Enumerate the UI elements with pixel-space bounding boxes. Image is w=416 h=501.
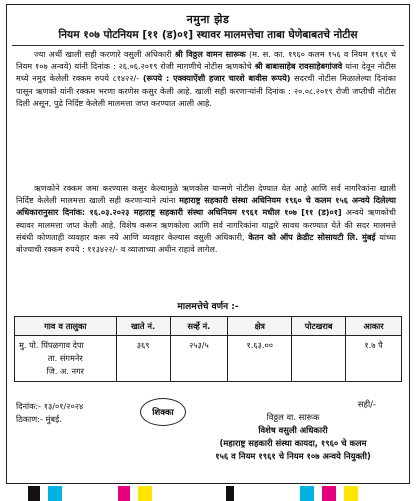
property-description-title: मालमत्तेचे वर्णन :- [177,302,239,312]
society-name: केतन को ऑप क्रेडीट सोसायटी लि. मुंबई [248,231,376,242]
amount-in-words: (रूपये : एक्क्याऐंशी हजार चारशे बावीस रूपये) [142,73,291,84]
footer-date-place [16,400,83,426]
print-color-bar-cyan-2 [300,486,314,501]
cell-area: १.६३.०० [228,336,292,382]
cell-account-no: ३६९ [116,336,170,382]
p2-text-b: अन्वये ऋणकोची स्थावर मालमत्ता जप्त केली आहे. विशेष करून ऋणकोला आणि सर्व नागरिकांना याद्वारे सावध करण्यात येते की सदर मालमत्ते संबंधी कोणताही व्यवहार करू नये आणि व्यवहार केल्यास वसुली अधिकारी, [16,207,397,242]
notice-subtitle: नियम १०७ पोटनियम [११ (ड)०१] स्थावर मालमत्तेचा ताबा घेणेबाबतचे नोटीस [12,28,404,46]
header-potkharab: पोटखराब [292,317,346,336]
notice-form-heading: नमुना झेड [186,13,230,26]
print-color-bar-cyan-1 [48,486,62,501]
officer-name: विठ्ठल वा. सारूक [266,412,320,422]
print-color-bar-black-1 [28,486,40,501]
p1-text-a: ज्या अर्थी खाली सही करणारे वसुली अधिकारी [34,49,175,59]
notice-paragraph-2 [16,182,396,255]
property-table [14,316,402,382]
p1-text-b: (म. स. का. १९६० कलम १५६ व नियम १९६१ चे नियम १०७ अन्वये) यांनी दिनांक : २६.०६.२०१९ रोजी मागणीचे नोटीस ऋणकोचे [16,49,396,72]
authority-line-1: (महाराष्ट्र सहकारी संस्था कायदा, १९६० चे कलम [219,438,367,448]
p1-text-c: यांना देवून नोटीस मध्ये नमुद केलेली रक्कम रुपये ८१४२२/- [16,61,396,84]
cell-potkharab [292,336,346,382]
header-assessment: आकार [346,317,402,336]
signature-block [180,398,406,463]
authority-line-2: १५६ व नियम १९६१ चे नियम १०७ अन्वये नियुक्ती) [215,451,371,461]
notice-place: ठिकाण:- मुंबई. [16,414,62,424]
village-line-1: मु. पो. पिंपळगाव देपा [19,340,84,350]
cell-survey-no: २५३/५ [170,336,228,382]
print-color-bar-magenta-2 [322,486,336,501]
print-color-bar-black-2 [226,486,234,501]
cell-village [15,336,117,382]
header-account-no: खाते नं. [116,317,170,336]
p1-text-d: सदरची नोटीस मिळालेल्या दिनांका पासून ऋणको यांनी रक्कम भरणा करणेस कसुर केली आहे. खाली सही करणाऱ्यांनी दिनांक : २०.०८.२०१९ रोजी जप्तीची नोटीस दिली असून, पुढे निर्दिष्ट केलेली मालमत्ता जप्त करण्यात आली आहे. [16,73,396,108]
header-village: गाव व तालुका [15,317,117,336]
village-line-3: जि. अ. नगर [46,366,85,376]
notice-paragraph-1 [16,48,396,109]
village-line-2: ता. संगमनेर [47,353,83,363]
signature-mark: सही/- [357,399,376,409]
cell-assessment: १.७ पै [346,336,402,382]
print-color-bar-yellow-2 [344,486,358,501]
seal-stamp: शिक्का [140,398,186,426]
table-row [15,336,402,382]
p2-text-c: यांच्या बोज्याची रक्कम रुपये : ११३४२२/- व व्याजाच्या अधीन राहावे लागेल. [16,231,397,255]
p2-text-a: ऋणकोने रक्कम जमा करण्यास कसुर केल्यामुळे ऋणकोस यान्मणे नोटीस देण्यात येत आहे आणि सर्व नागरिकांना खाली निर्दिष्ट केलेली मालमत्ता खाली सही करणाऱ्याने त्यांना [16,183,396,206]
header-survey-no: सर्व्हे नं. [170,317,228,336]
print-color-bar-magenta-1 [118,486,130,501]
debtor-name: श्री बाबासाहेब रावसाहेबगांजवे [254,61,343,72]
header-area: क्षेत्र [228,317,292,336]
act-reference: महाराष्ट्र सहकारी संस्था अधिनियम १९६० चे कलम १५६ अन्वये दिलेल्या अधिकारानुसार दिनांक: १६.०३.२०२३ महाराष्ट्र सहकारी संस्था अधिनियम १९६१ मधील १०७ [११ (ड)०१] [16,195,396,218]
officer-designation: विशेष वसुली अधिकारी [258,425,328,435]
table-header-row [15,317,402,336]
recovery-officer-name: श्री विठ्ठल वामन सारूक [174,49,246,59]
print-color-bar-yellow-1 [138,486,152,501]
notice-date: दिनांक:- १३/०१/२०२४ [16,401,84,411]
